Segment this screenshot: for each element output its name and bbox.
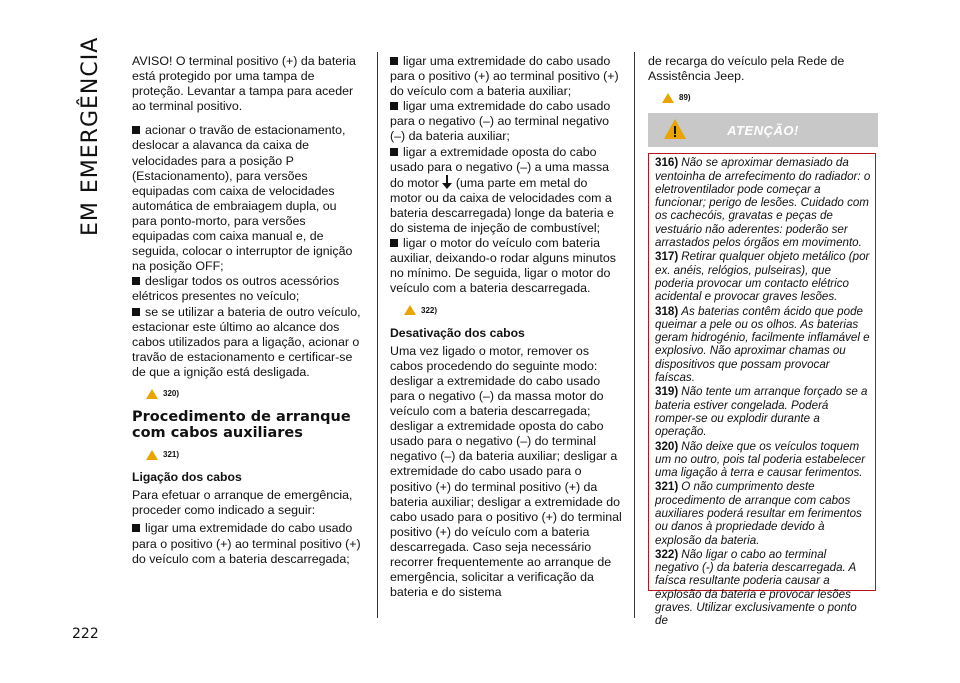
warning-icon [146, 450, 158, 460]
attention-header [648, 113, 878, 147]
list-item: ligar uma extremidade do cabo usado para o positivo (+) ao terminal positivo (+) do veículo com a bateria auxiliar; [390, 54, 619, 99]
list-item: 321) O não cumprimento deste procedimento de arranque com cabos auxiliares poderá resultar em ferimentos ou danos à propriedade devido à explosão da bateria. [655, 480, 862, 547]
warning-icon [404, 305, 416, 315]
page-number: 222 [72, 626, 99, 642]
column-2 [390, 54, 622, 609]
section-title: EM EMERGÊNCIA [78, 36, 103, 236]
ground-icon [442, 175, 452, 189]
list-item: ligar o motor do veículo com bateria auxiliar, deixando-o rodar alguns minutos no mínimo. De seguida, ligar o motor do veículo com a bateria descarregada. [390, 236, 616, 296]
warning-reference: 322) [404, 303, 622, 318]
list-item: 317) Retirar qualquer objeto metálico (por ex. anéis, relógios, pulseiras), que poderia provocar um contacto elétrico acidental e provocar graves lesões. [655, 250, 870, 304]
column-divider [377, 52, 378, 618]
attention-title: ATENÇÃO! [727, 122, 799, 138]
column-1 [132, 54, 364, 567]
bullet-list [132, 123, 364, 380]
attention-box [648, 153, 876, 628]
list-item: ligar a extremidade oposta do cabo usado para o negativo (–) a uma massa do motor (uma parte em metal do motor ou da caixa de velocidades com a bateria descarregada) longe da bateria e do sistema de injeção de combustível; [390, 144, 614, 236]
section-heading: Procedimento de arranque com cabos auxiliares [132, 409, 351, 442]
list-item: desligar todos os outros acessórios elétricos presentes no veículo; [132, 274, 340, 304]
subheading: Desativação dos cabos [390, 325, 525, 340]
list-item: 322) Não ligar o cabo ao terminal negativo (-) da bateria descarregada. A faísca resultante poderia causar a explosão da bateria e provocar lesões graves. Utilizar exclusivamente o ponto de [655, 547, 857, 628]
bullet-icon [390, 57, 398, 65]
list-item: 316) Não se aproximar demasiado da ventoinha de arrefecimento do radiador: o eletroventilador pode começar a funcionar; perigo de lesões. Cuidado com os cachecóis, gravatas e peças de vestuário não aderentes: poderão ser arrastados pelos órgãos em movimento. [655, 156, 871, 250]
warning-icon [662, 93, 674, 103]
warning-reference: 89) [662, 90, 880, 105]
list-item: 318) As baterias contêm ácido que pode queimar a pele ou os olhos. As baterias geram hidrogénio, facilmente inflamável e explosivo. Não aproximar chamas ou dispositivos que possam provocar faíscas. [655, 304, 870, 385]
subheading: Ligação dos cabos [132, 470, 242, 485]
column-3 [648, 54, 880, 628]
list-item: se se utilizar a bateria de outro veículo, estacionar este último ao alcance dos cabos utilizados para a ligação, acionar o travão de estacionamento e certificar-se de que a ignição está desligada. [132, 304, 361, 379]
bullet-icon [132, 277, 140, 285]
list-item: acionar o travão de estacionamento, deslocar a alavanca da caixa de velocidades para a posição P (Estacionamento), para versões equipadas com caixa de velocidades automática de embraiagem dupla, ou para ponto-morto, para versões equipadas com caixa manual e, de seguida, colocar o interruptor de ignição na posição OFF; [132, 123, 353, 274]
bullet-icon [132, 524, 140, 532]
warning-icon [146, 389, 158, 399]
bullet-icon [390, 102, 398, 110]
bullet-icon [390, 239, 398, 247]
list-item: 319) Não tente um arranque forçado se a bateria estiver congelada. Poderá romper-se ou explodir durante a operação. [655, 385, 868, 439]
warning-reference: 320) [146, 386, 364, 401]
intro-paragraph: AVISO! O terminal positivo (+) da bateria está protegido por uma tampa de proteção. Levantar a tampa para aceder ao terminal positivo. [132, 54, 356, 114]
list-item: 320) Não deixe que os veículos toquem um no outro, pois tal poderia estabelecer uma ligação à terra e causar ferimentos. [655, 439, 866, 480]
bullet-icon [132, 126, 140, 134]
paragraph: Uma vez ligado o motor, remover os cabos procedendo do seguinte modo: desligar a extremidade do cabo usado para o negativo (–) da massa motor do veículo com a bateria descarregada; desligar a extremidade oposta do cabo usado para o negativo (–) do terminal negativo (–) da bateria auxiliar; desligar a extremidade do cabo usado para o positivo (+) do terminal positivo (+) da bateria auxiliar; desligar a extremidade do cabo usado para o positivo (+) do terminal positivo (+) do veículo com a bateria descarregada. Caso seja necessário recorrer frequentemente ao arranque de emergência, solicitar a verificação da bateria e do sistema [390, 343, 622, 600]
bullet-icon [390, 148, 398, 156]
paragraph: de recarga do veículo pela Rede de Assistência Jeep. [648, 54, 845, 84]
bullet-icon [132, 308, 140, 316]
paragraph: Para efetuar o arranque de emergência, proceder como indicado a seguir: [132, 488, 353, 518]
column-divider [634, 52, 635, 618]
list-item: ligar uma extremidade do cabo usado para o negativo (–) ao terminal negativo (–) da bateria auxiliar; [390, 99, 611, 144]
list-item: ligar uma extremidade do cabo usado para o positivo (+) ao terminal positivo (+) do veículo com a bateria descarregada; [132, 521, 361, 566]
warning-reference: 321) [146, 447, 364, 462]
